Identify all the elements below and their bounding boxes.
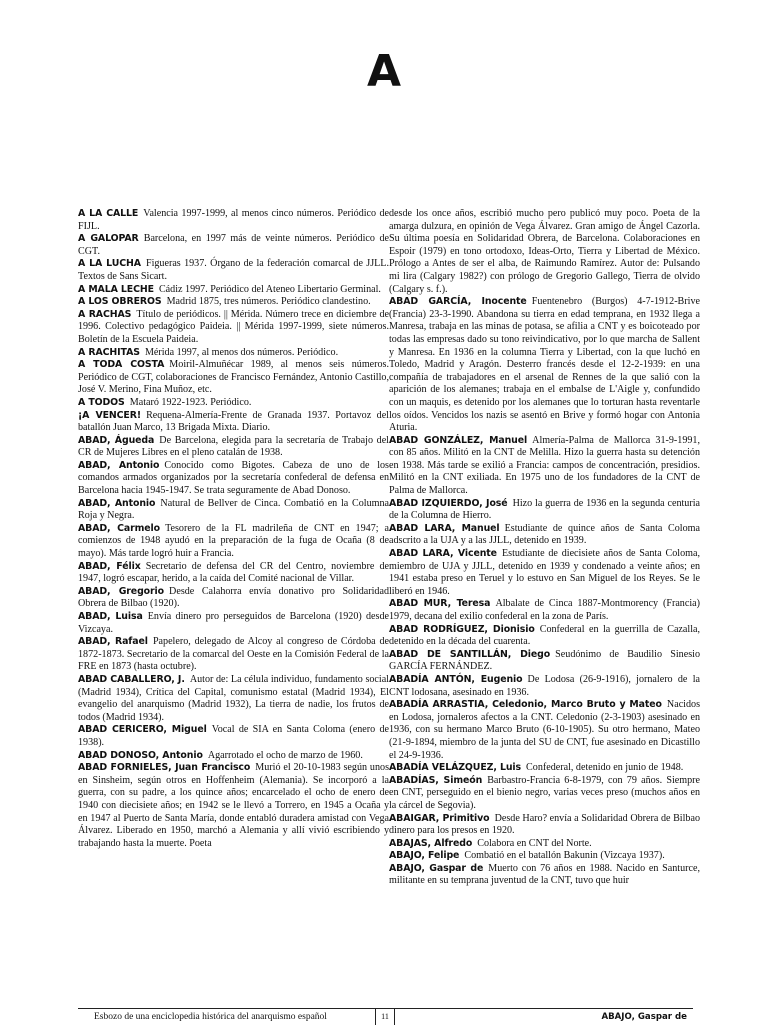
encyclopedia-entry — [78, 586, 389, 611]
encyclopedia-entry — [389, 498, 700, 523]
encyclopedia-entry — [78, 435, 389, 460]
entry-text: Colabora en CNT del Norte. — [477, 837, 592, 849]
encyclopedia-entry — [78, 636, 389, 674]
entry-text: Madrid 1875, tres números. Periódico clandestino. — [166, 296, 371, 308]
entry-heading: ABAD FORNIELES, Juan Francisco — [78, 762, 251, 774]
encyclopedia-entry — [389, 624, 700, 649]
encyclopedia-entry — [389, 813, 700, 838]
entry-heading: A TODOS — [78, 396, 125, 408]
entry-text: Seudónimo de Baudilio Sinesio GARCÍA FERNÁNDEZ. — [389, 648, 700, 673]
encyclopedia-entry — [389, 548, 700, 598]
encyclopedia-entry — [389, 523, 700, 548]
encyclopedia-entry — [78, 498, 389, 523]
encyclopedia-entry — [78, 397, 389, 410]
entry-heading: ABAD, Luisa — [78, 611, 143, 622]
entry-text: Estudiante de diecisiete años de Santa Coloma, miembro de UJA y JJLL, detenido en 1939 y condenado a veinte años; en 1941 estaba preso en Teruel y lo estuvo en San Miguel de los Reyes. Se le liberó en 1946. — [389, 548, 701, 597]
entry-text: Cádiz 1997. Periódico del Ateneo Libertario Germinal. — [158, 283, 381, 295]
entry-heading: A LOS OBREROS — [78, 296, 162, 308]
encyclopedia-entry — [389, 863, 700, 888]
entry-text: Envía dinero pro perseguidos de Barcelona (1920) desde Vizcaya. — [78, 611, 389, 635]
entry-text: Título de periódicos. || Mérida. Número trece en diciembre de 1996. Colectivo pedagógico Paideia. || Mérida 1997-1999, siete números. Boletín de la Escuela Paideia. — [78, 308, 389, 345]
entry-text: De Lodosa (26-9-1916), jornalero de la CNT lodosana, asesinado en 1936. — [389, 673, 700, 698]
encyclopedia-entry — [389, 598, 700, 623]
entry-text: Conocido como Bigotes. Cabeza de uno de los comandos armados organizados por la secretaría confederal de defensa en Barcelona hacia 1945-1947. Se trata seguramente de Abad Donoso. — [78, 459, 389, 497]
encyclopedia-entry — [389, 699, 700, 762]
encyclopedia-entry — [78, 296, 389, 309]
entry-heading: ABADÍA VELÁZQUEZ, Luis — [389, 762, 521, 774]
encyclopedia-entry — [78, 611, 389, 636]
entry-text: Almería-Palma de Mallorca 31-9-1991, con 85 años. Militó en la CNT de Melilla. Hizo la guerra hasta su detención en 1938. Más tarde se exilió a Francia: campos de concentración, presidios. Militó en la CNT exiliada. En 1975 uno de los fundadores de la CNT de Palma de Mallorca. — [389, 434, 700, 497]
entry-text: Fuentenebro (Burgos) 4-7-1912-Brive (Francia) 23-3-1990. Abandona su tierra en edad temprana, en 1932 llega a Manresa, trabaja en las minas de potasa, se afilia a CNT y es boicoteado por todas las empresas dado su tono reivindicativo, por lo que marcha de Sallent y Manresa. En 1936 en la columna Tierra y Libertad, con la que luchó en Toledo, Madrid y Aragón. Desterro francés desde el 12-2-1939: en una compañía de trabajadores en el arsenal de Rennes de la que salió con la aparición de los alemanes; trabaja en el embalse de L'Aigle y, confundido con un maquis, es detenido por los alemanes que lo torturan hasta reventarle los oídos. Vencidos los nazis se asentó en Brive y formó hogar con Antonia Aturia. — [389, 296, 700, 434]
entry-heading: A LA CALLE — [78, 208, 139, 219]
entry-heading: ABAD LARA, Manuel — [389, 522, 500, 534]
encyclopedia-entry — [78, 561, 389, 586]
section-letter: A — [366, 46, 402, 97]
entry-text: Secretario de defensa del CR del Centro, noviembre de 1947, logró escapar, herido, a la caída del Comité nacional de Villar. — [78, 560, 389, 585]
encyclopedia-entry — [389, 838, 700, 851]
entry-text: Desde Calahorra envía donativo pro Solidaridad Obrera de Bilbao (1920). — [78, 585, 389, 610]
encyclopedia-entry — [389, 296, 700, 435]
right-column — [389, 208, 700, 888]
entry-heading: ¡A VENCER! — [78, 409, 142, 421]
entry-text: Confederal en la guerrilla de Cazalla, detenido en la década del cuarenta. — [389, 623, 701, 648]
encyclopedia-entry — [389, 850, 700, 863]
entry-text: Nacidos en Lodosa, jornaleros afectos a la CNT. Celedonio (2-3-1903) asesinado en 1936, con su hermano Marco Bruto (6-10-1905). Su otro hermano, Mateo (21-9-1894, miembro de la junta del SU de CNT, fue asesinado en Dicastillo el 24-9-1936. — [389, 699, 700, 761]
encyclopedia-entry — [78, 762, 389, 850]
entry-heading: ABAD, Antonio — [78, 459, 160, 471]
entry-heading: ABAJAS, Alfredo — [389, 837, 473, 849]
entry-heading: A RACHITAS — [78, 346, 140, 358]
book-title: Esbozo de una enciclopedia histórica del anarquismo español — [94, 1012, 327, 1022]
entry-text: desde los once años, escribió mucho pero publicó muy poco. Poeta de la amarga dulzura, en opinión de Vega Álvarez. Gran amigo de Ángel Cazorla. Su última poesía en Solidaridad Obrera, de Barcelona. Colaboraciones en Espoir (1979) en tono ortodoxo, Ideas-Orto, Tierra y Libertad de México. Prólogo a Antes de ser el alba, de Raimundo Ramírez. Autor de: Pulsando mi lira (Calgary 1982?) con prólogo de Gregorio Gallego, Tierra de olvido (Calgary s. f.). — [389, 208, 700, 295]
entry-heading: A LA LUCHA — [78, 258, 141, 270]
entry-heading: ABAJO, Gaspar de — [389, 862, 484, 874]
entry-heading: ABAD IZQUIERDO, José — [389, 497, 508, 509]
page-footer — [78, 1008, 693, 1025]
encyclopedia-entry — [389, 775, 700, 813]
entry-heading: ABADÍAS, Simeón — [389, 774, 483, 786]
encyclopedia-entry — [78, 674, 389, 724]
encyclopedia-entry — [78, 750, 389, 763]
entry-text: Agarrotado el ocho de marzo de 1960. — [207, 749, 363, 761]
entry-heading: A MALA LECHE — [78, 283, 154, 295]
entry-text: Murió el 20-10-1983 según unos en Sinsheim, según otros en Hoffenheim (Alemania). Se incorporó a la guerra, con su padre, a los quince años; encarcelado el ocho de enero de 1940 con diecisiete años; en 1942 se le llevó a Torrero, en 1945 a Ocaña y en 1947 al Puerto de Santa María, donde entabló duradera amistad con Vega Álvarez. Liberado en 1950, marchó a Alemania y allí vivió escribiendo y trabajando hasta la muerte. Poeta — [78, 762, 389, 849]
entry-text: Valencia 1997-1999, al menos cinco números. Periódico de FIJL. — [78, 208, 389, 232]
entry-text: Figueras 1937. Órgano de la federación comarcal de JJLL. Textos de Sans Sicart. — [78, 258, 390, 282]
encyclopedia-entry — [389, 435, 700, 498]
encyclopedia-entry — [389, 208, 700, 296]
encyclopedia-entry — [389, 762, 700, 775]
entry-text: Tesorero de la FL madrileña de CNT en 1947; a comienzos de 1948 ayudó en la preparación de la fuga de Ocaña (8 de mayo). Más tarde logró huir a Francia. — [78, 522, 389, 560]
entry-heading: ABAD CABALLERO, J. — [78, 673, 185, 685]
entry-heading: A GALOPAR — [78, 233, 139, 245]
entry-text: Hizo la guerra de 1936 en la segunda centuria de la Columna de Hierro. — [389, 497, 700, 522]
entry-heading: ABAD, Félix — [78, 560, 141, 572]
entry-heading: ABAD CERICERO, Miguel — [78, 724, 207, 736]
entry-text: De Barcelona, elegida para la secretaría de Trabajo del CR de Mujeres Libres en el pleno catalán de 1938. — [78, 434, 389, 459]
entry-text: Barcelona, en 1997 más de veinte números. Periódico de CGT. — [78, 233, 389, 257]
entry-heading: A RACHAS — [78, 308, 132, 320]
entry-text: Confederal, detenido en junio de 1948. — [526, 762, 684, 774]
entry-heading: ABAJO, Felipe — [389, 850, 460, 862]
entry-heading: ABAD, Rafael — [78, 636, 148, 648]
entry-heading: ABAD, Carmelo — [78, 522, 161, 534]
entry-text: Requena-Almería-Frente de Granada 1937. Portavoz del batallón Juan Marco, 13 Brigada Mixta. Diario. — [78, 409, 389, 434]
entry-text: Autor de: La célula individuo, fundamento social (Madrid 1934), Crítica del Capital, comunismo estatal (Madrid 1934), El evangelio del anarquismo (Madrid 1932), La tierra de nadie, los frutos de todos (Madrid 1934). — [78, 673, 389, 723]
entry-heading: ABAD, Águeda — [78, 434, 155, 446]
encyclopedia-entry — [78, 410, 389, 435]
entry-heading: ABADÍA ARRASTIA, Celedonio, Marco Bruto y Mateo — [389, 699, 662, 711]
entry-text: Albalate de Cinca 1887-Montmorency (Francia) 1979, decana del exilio confederal en la zona de París. — [389, 598, 700, 622]
entry-text: Barbastro-Francia 6-8-1979, con 79 años. Siempre en CNT, perseguido en el bienio negro, varias veces preso (muchos años en la cárcel de Segovia). — [389, 774, 700, 811]
entry-heading: ABAD GONZÁLEZ, Manuel — [389, 434, 528, 446]
entry-heading: A TODA COSTA — [78, 359, 165, 371]
encyclopedia-entry — [78, 724, 389, 749]
entry-text: Desde Haro? envía a Solidaridad Obrera de Bilbao dinero para los presos en 1920. — [389, 812, 700, 837]
entry-heading: ABAD RODRÍGUEZ, Dionisio — [389, 623, 535, 635]
entry-text: Muerto con 76 años en 1988. Nacido en Santurce, militante en su temprana juventud de la CNT, tuvo que huir — [389, 862, 700, 887]
entry-heading: ABAD DE SANTILLÁN, Diego — [389, 648, 551, 660]
entry-text: Mérida 1997, al menos dos números. Periódico. — [144, 346, 339, 358]
encyclopedia-entry — [78, 523, 389, 561]
encyclopedia-entry — [78, 309, 389, 347]
left-column — [78, 208, 389, 850]
encyclopedia-entry — [78, 460, 389, 498]
page-number: 11 — [375, 1009, 395, 1025]
encyclopedia-entry — [389, 674, 700, 699]
entry-heading: ABAD MUR, Teresa — [389, 598, 491, 610]
entry-text: Vocal de SIA en Santa Coloma (enero de 1938). — [78, 724, 390, 748]
entry-text: Moiril-Almuñécar 1989, al menos seis números. Periódico de CGT, colaboraciones de Francisco Fernández, Antonio Castillo, José V. Merino, Fina Muñoz, etc. — [78, 359, 390, 396]
encyclopedia-entry — [78, 347, 389, 360]
entry-text: Estudiante de quince años de Santa Coloma adscrito a la UJA y a las JJLL, detenido en 1939. — [389, 522, 700, 547]
entry-heading: ABAD GARCÍA, Inocente — [389, 296, 527, 308]
entry-heading: ABAIGAR, Primitivo — [389, 812, 490, 824]
encyclopedia-entry — [78, 359, 389, 397]
encyclopedia-entry — [78, 258, 389, 283]
entry-text: Natural de Bellver de Cinca. Combatió en la Columna Roja y Negra. — [78, 497, 389, 522]
entry-text: Papelero, delegado de Alcoy al congreso de Córdoba de 1872-1873. Secretario de la comarcal del Oeste en la Comisión Federal de la FRE en 1873 (hasta octubre). — [78, 636, 389, 673]
encyclopedia-entry — [78, 233, 389, 258]
entry-heading: ABADÍA ANTÓN, Eugenio — [389, 673, 523, 685]
encyclopedia-entry — [389, 649, 700, 674]
entry-heading: ABAD DONOSO, Antonio — [78, 749, 203, 761]
entry-heading: ABAD LARA, Vicente — [389, 548, 497, 560]
encyclopedia-entry — [78, 208, 389, 233]
encyclopedia-entry — [78, 284, 389, 297]
entry-text: Mataró 1922-1923. Periódico. — [129, 396, 252, 408]
entry-heading: ABAD, Gregorio — [78, 585, 164, 597]
running-head: ABAJO, Gaspar de — [601, 1012, 687, 1022]
entry-text: Combatió en el batallón Bakunin (Vizcaya 1937). — [464, 850, 665, 862]
entry-heading: ABAD, Antonio — [78, 497, 156, 509]
